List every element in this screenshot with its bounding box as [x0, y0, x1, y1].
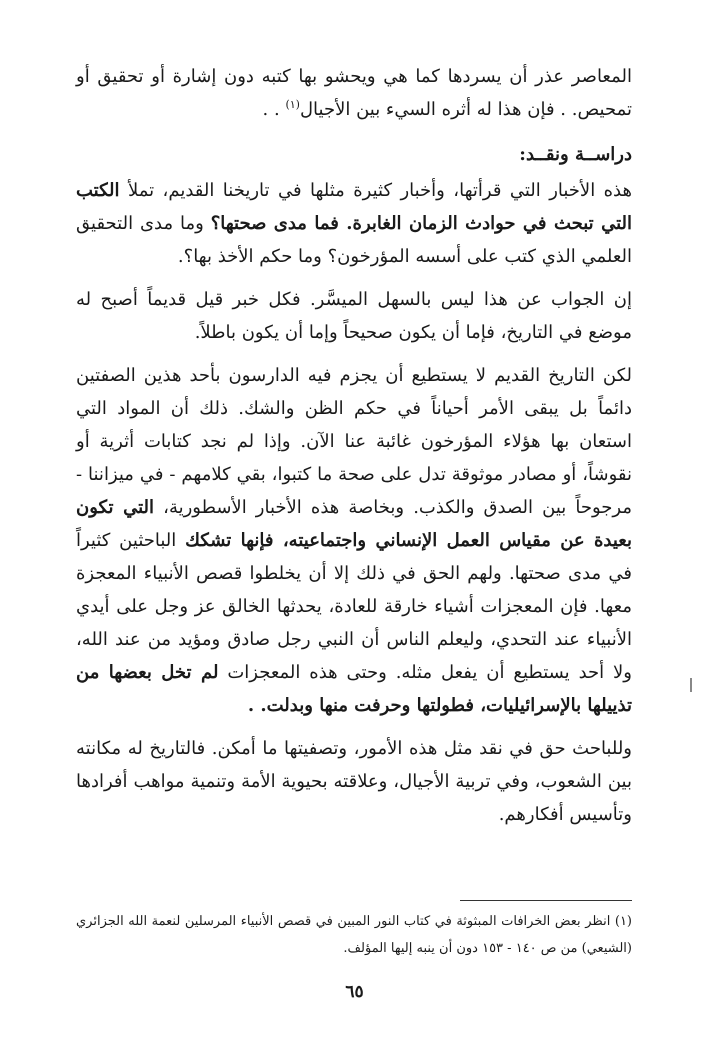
footnote-reference[interactable]: (١): [285, 98, 300, 111]
paragraph-1: [76, 60, 632, 126]
paragraph-2-end: وما مدى التحقيق العلمي الذي كتب على أسسه المؤرخون؟ وما حكم الأخذ بها؟.: [76, 213, 632, 267]
footnote: (١) انظر بعض الخرافات المبثوثة في كتاب النور المبين في قصص الأنبياء المرسلين لنعمة الله الجزائري (الشيعي) من ص ١٤٠ - ١٥٣ دون أن ينبه إليها المؤلف.: [76, 914, 632, 956]
paragraph-3: إن الجواب عن هذا ليس بالسهل الميسَّر. فكل خبر قيل قديماً أصبح له موضع في التاريخ، فإما أن يكون صحيحاً وإما أن يكون باطلاً.: [76, 289, 632, 343]
paragraph-1-text: المعاصر عذر أن يسردها كما هي ويحشو بها كتبه دون إشارة أو تحقيق أو تمحيص. . فإن هذا له أثره السيء بين الأجيال: [76, 66, 632, 120]
paragraph-4-emphasis-1: التي تكون بعيدة عن مقياس العمل الإنساني واجتماعيته، فإنها تشكك: [76, 497, 632, 551]
paragraph-1-end: . .: [262, 99, 286, 120]
paragraph-4-middle: الباحثين كثيراً في مدى صحتها. ولهم الحق في ذلك إلا أن يخلطوا قصص الأنبياء المعجزة معها. فإن المعجزات أشياء خارقة للعادة، يحدثها الخالق عز وجل على أيدي الأنبياء عند التحدي، وليعلم الناس أن النبي رجل صادق ومؤيد من عند الله، ولا أحد يستطيع أن يفعل مثله. وحتى هذه المعجزات: [76, 530, 632, 683]
paragraph-2-start: هذه الأخبار التي قرأتها، وأخبار كثيرة مثلها في تاريخنا القديم، تملأ: [119, 180, 632, 201]
page-body: [76, 60, 632, 831]
paragraph-4-start: لكن التاريخ القديم لا يستطيع أن يجزم فيه الدارسون بأحد هذين الصفتين دائماً بل يبقى الأمر أحياناً في حكم الظن والشك. ذلك أن المواد التي استعان بها هؤلاء المؤرخون غائبة عنا الآن. وإذا لم نجد كتابات أثرية أو نقوشاً، أو مصادر موثوقة تدل على صحة ما كتبوا، بقي كلامهم - في ميزاننا - مرجوحاً بين الصدق والكذب. وبخاصة هذه الأخبار الأسطورية،: [76, 365, 632, 518]
paragraph-4: [76, 359, 632, 722]
paragraph-4-emphasis-2: لم تخل بعضها من تذييلها بالإسرائيليات، فطولتها وحرفت منها وبدلت. .: [76, 662, 632, 716]
paragraph-2: [76, 174, 632, 273]
paragraph-5: وللباحث حق في نقد مثل هذه الأمور، وتصفيتها ما أمكن. فالتاريخ له مكانته بين الشعوب، وفي تربية الأجيال، وعلاقته بحيوية الأمة وتنمية مواهب أفرادها وتأسيس أفكارهم.: [76, 738, 632, 825]
section-heading: دراســة ونقــد:: [519, 144, 632, 165]
paragraph-2-emphasis: الكتب التي تبحث في حوادث الزمان الغابرة. فما مدى صحتها؟: [76, 180, 633, 234]
margin-mark: [690, 678, 692, 692]
footnote-divider: [460, 900, 632, 901]
page-number: ٦٥: [345, 982, 364, 1002]
